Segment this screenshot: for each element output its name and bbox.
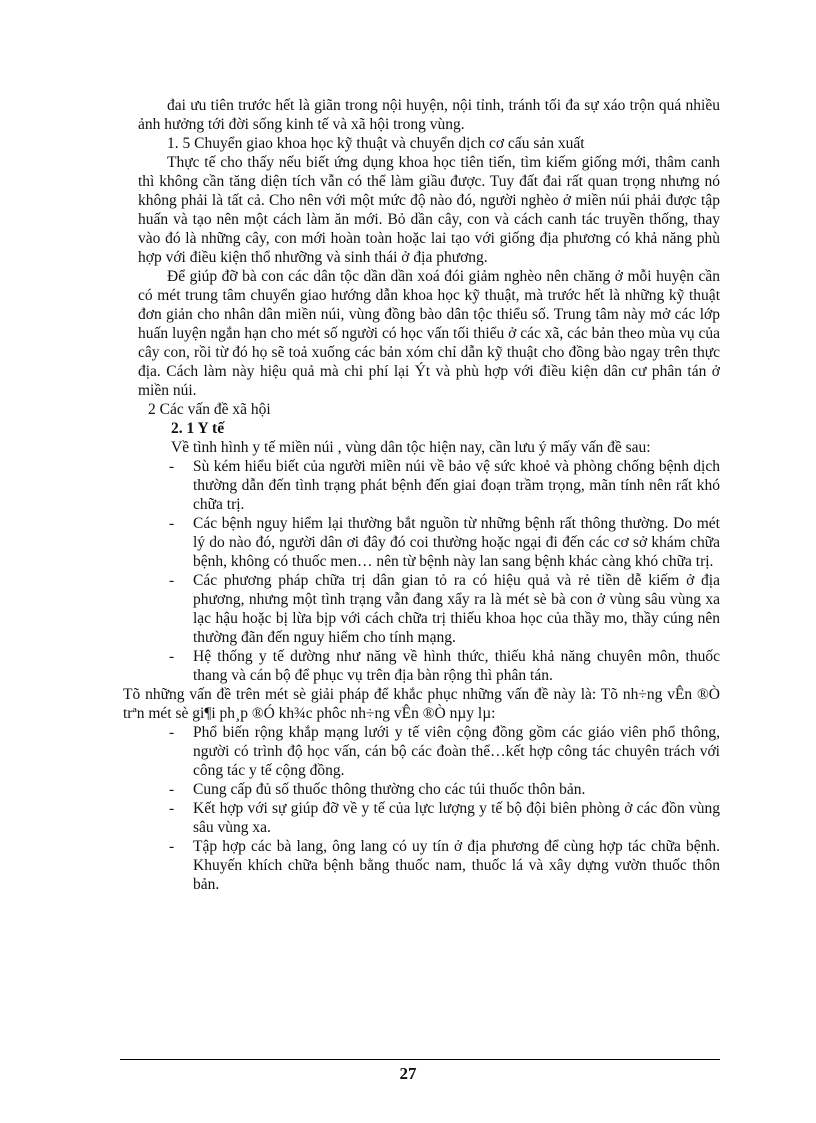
list-item bbox=[138, 457, 720, 514]
list-item-text: Tập hợp các bà lang, ông lang có uy tín ở địa phương để cùng hợp tác chữa bệnh. Khuyến khích chữa bệnh bằng thuốc nam, thuốc lá và xây dựng vườn thuốc thôn bản. bbox=[193, 838, 720, 893]
solutions-list bbox=[138, 723, 720, 894]
text-column bbox=[123, 96, 720, 894]
bullet-dash: - bbox=[169, 800, 175, 817]
list-item bbox=[138, 647, 720, 685]
paragraph-health-intro: Về tình hình y tế miền núi , vùng dân tộc hiện nay, cần lưu ý mấy vấn đề sau: bbox=[171, 439, 651, 456]
paragraph-solutions-intro: Tõ những vấn đề trên mét sè giải pháp để khắc phục những vấn đề này là: Tõ nh÷ng vÊn ®Ò trªn mét sè gi¶i ph¸p ®Ó kh¾c phôc nh÷ng vÊn ®Ò nµy lµ: bbox=[123, 686, 720, 722]
list-item-text: Cung cấp đủ số thuốc thông thường cho các túi thuốc thôn bản. bbox=[193, 781, 586, 798]
bullet-dash: - bbox=[169, 572, 175, 589]
bullet-dash: - bbox=[169, 781, 175, 798]
bullet-dash: - bbox=[169, 724, 175, 741]
bullet-dash: - bbox=[169, 838, 175, 855]
section-heading-2: 2 Các vấn đề xã hội bbox=[148, 401, 271, 418]
list-item-text: Hệ thống y tế dường như năng về hình thức, thiếu khả năng chuyên môn, thuốc thang và cán bộ để phục vụ trên địa bàn rộng thì phân tán. bbox=[193, 648, 720, 684]
section-heading-2-1: 2. 1 Y tế bbox=[171, 420, 225, 437]
list-item bbox=[138, 571, 720, 647]
list-item-text: Các bệnh nguy hiểm lại thường bắt nguồn từ những bệnh rất thông thường. Do mét lý do nào đó, người dân ơi đây đó coi thường hoặc ngại đi đến các cơ sở khám chữa bệnh, không có thuốc men… nên từ bệnh này lan sang bệnh khác càng khó chữa trị. bbox=[193, 515, 720, 570]
list-item bbox=[138, 723, 720, 780]
paragraph-continuation: đai ưu tiên trước hết là giãn trong nội huyện, nội tỉnh, tránh tối đa sự xáo trộn quá nhiều ảnh hưởng tới đời sống kinh tế và xã hội trong vùng. bbox=[138, 97, 720, 133]
paragraph-training-center: Để giúp đỡ bà con các dân tộc dần dần xoá đói giảm nghèo nên chăng ở mỗi huyện cần có mét trung tâm chuyển giao hướng dẫn khoa học kỹ thuật, mà trước hết là những kỹ thuật đơn giản cho nhân dân miền núi, vùng đồng bào dân tộc thiểu số. Trung tâm này mở các lớp huấn luyện ngắn hạn cho mét số người có học vấn tối thiểu ở các xã, các bản theo mùa vụ của cây con, rồi từ đó họ sẽ toả xuống các bản xóm chỉ dẫn kỹ thuật cho đồng bào ngay trên thực địa. Cách làm này hiệu quả mà chi phí lại Ýt và phù hợp với điều kiện dân cư phân tán ở miền núi. bbox=[138, 268, 720, 399]
section-heading-1-5: 1. 5 Chuyển giao khoa học kỹ thuật và chuyển dịch cơ cấu sản xuất bbox=[167, 135, 585, 152]
list-item-text: Kết hợp với sự giúp đỡ về y tế của lực lượng y tế bộ đội biên phòng ở các đồn vùng sâu vùng xa. bbox=[193, 800, 720, 836]
footer-divider bbox=[120, 1059, 720, 1060]
paragraph-technology-transfer: Thực tế cho thấy nếu biết ứng dụng khoa học tiên tiến, tìm kiếm giống mới, thâm canh thì không cần tăng diện tích vẫn có thể làm giầu được. Tuy đất đai rất quan trọng nhưng nó không phải là tất cả. Cho nên với một mức độ nào đó, người nghèo ở miền núi phải được tập huấn và tạo nên một cách làm ăn mới. Bỏ dần cây, con và cách canh tác truyền thống, thay vào đó là những cây, con mới hoàn toàn hoặc lai tạo với giống địa phương có khả năng phù hợp với điều kiện thổ nhưỡng và sinh thái ở địa phương. bbox=[138, 154, 720, 266]
bullet-dash: - bbox=[169, 515, 175, 532]
page-number: 27 bbox=[399, 1064, 417, 1083]
list-item bbox=[138, 514, 720, 571]
list-item-text: Sù kém hiểu biết của người miền núi về bảo vệ sức khoẻ và phòng chống bệnh dịch thường dẫn đến tình trạng phát bệnh đến giai đoạn trầm trọng, mãn tính nên rất khó chữa trị. bbox=[193, 458, 720, 513]
list-item-text: Các phương pháp chữa trị dân gian tỏ ra có hiệu quả và rẻ tiền dễ kiếm ở địa phương, nhưng một tình trạng vẫn đang xẩy ra là mét sè bà con ở vùng sâu vùng xa lạc hậu hoặc bị lừa bịp với cách chữa trị thiếu khoa học của thầy mo, thầy cúng nên thường đãn đến nguy hiểm cho tính mạng. bbox=[193, 572, 720, 646]
bullet-dash: - bbox=[169, 648, 175, 665]
bullet-dash: - bbox=[169, 458, 175, 475]
list-item bbox=[138, 799, 720, 837]
health-issues-list bbox=[138, 457, 720, 685]
list-item bbox=[138, 780, 720, 799]
list-item-text: Phổ biến rộng khắp mạng lưới y tế viên cộng đồng gồm các giáo viên phổ thông, người có trình độ học vấn, cán bộ các đoàn thể…kết hợp công tác chuyên trách với công tác y tế cộng đồng. bbox=[193, 724, 720, 779]
list-item bbox=[138, 837, 720, 894]
